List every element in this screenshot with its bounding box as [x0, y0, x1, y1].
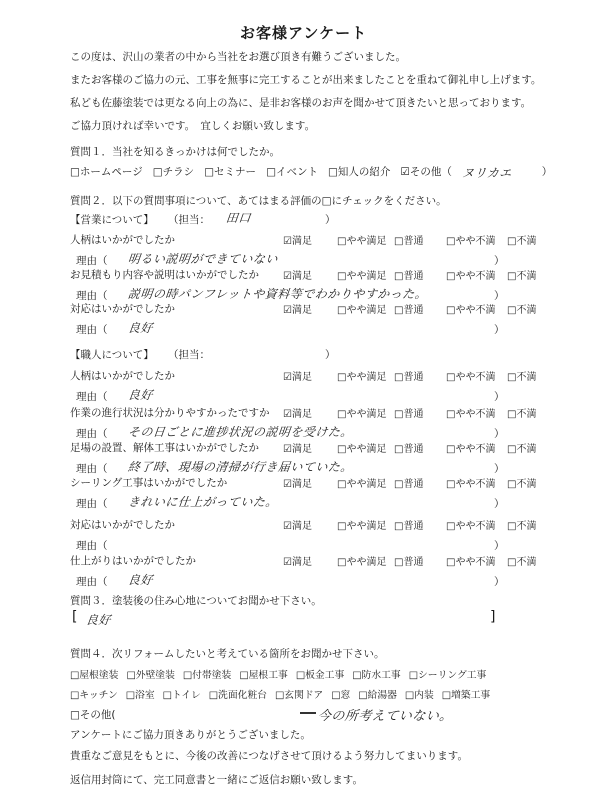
q2-reason-answer: 良好: [127, 321, 154, 335]
q2-rating-label: 不満: [516, 271, 537, 282]
q2-rating-option[interactable]: [394, 405, 423, 420]
q4-row-1: [70, 667, 486, 681]
unchecked-box-icon: □: [446, 305, 456, 316]
sales-staff-close: ）: [325, 214, 336, 226]
q2-rating-label: 満足: [291, 557, 312, 568]
q2-rating-label: 不満: [516, 479, 537, 490]
q2-rating-label: やや満足: [346, 372, 387, 383]
q2-item-question: 作業の進行状況は分かりやすかったですか: [70, 407, 270, 419]
q2-rating-option[interactable]: [283, 301, 312, 316]
q2-reason-answer: その日ごとに進捗状況の説明を受けた。: [127, 425, 354, 439]
q2-rating-label: やや不満: [455, 479, 496, 490]
q2-rating-label: 満足: [291, 236, 312, 247]
q2-item-question: 仕上がりはいかがでしたか: [70, 555, 196, 567]
q4-roof-paint[interactable]: □屋根塗装: [70, 670, 119, 681]
q2-item-question: お見積もり内容や説明はいかがでしたか: [70, 269, 259, 281]
q1-close-paren: ）: [541, 166, 553, 178]
q2-rating-label: 普通: [403, 444, 424, 455]
q2-rating-label: やや満足: [346, 557, 387, 568]
q2-rating-option[interactable]: [394, 553, 423, 568]
q2-rating-label: やや不満: [455, 557, 496, 568]
q2-reason-answer: 良好: [127, 388, 154, 402]
q2-rating-label: 普通: [403, 479, 424, 490]
checked-box-icon: ☑: [283, 236, 292, 247]
checked-box-icon: ☑: [283, 372, 292, 383]
q2-rating-label: 満足: [291, 479, 312, 490]
q2-rating-option[interactable]: [394, 267, 423, 282]
unchecked-box-icon: □: [394, 372, 404, 383]
q2-rating-option[interactable]: [337, 440, 386, 455]
q2-rating-label: やや不満: [455, 521, 496, 532]
q2-rating-label: やや不満: [455, 236, 496, 247]
unchecked-box-icon: □: [337, 236, 347, 247]
q2-rating-label: 普通: [403, 305, 424, 316]
q2-rating-option[interactable]: [446, 553, 495, 568]
q2-item-question: 人柄はいかがでしたか: [70, 234, 175, 246]
unchecked-box-icon: □: [507, 372, 517, 383]
q4-other-label[interactable]: □その他(: [70, 709, 116, 721]
q2-reason-answer: きれいに仕上がっていた。: [127, 495, 279, 509]
q2-rating-option[interactable]: [507, 553, 536, 568]
q2-question: 質問２．以下の質問事項について、あてはまる評価の□にチェックをください。: [70, 195, 447, 207]
q1-options: [70, 164, 552, 181]
q2-rating-label: 満足: [291, 444, 312, 455]
q2-reason-answer: 終了時、現場の清掃が行き届いていた。: [127, 460, 354, 474]
q2-rating-option[interactable]: [507, 368, 536, 383]
q4-sheet-metal[interactable]: □板金工事: [295, 670, 345, 681]
q4-strikeout: [300, 712, 316, 714]
q2-reason-label: 理由（: [76, 391, 108, 403]
q2-rating-label: 不満: [516, 557, 537, 568]
q2-reason-label: 理由（: [76, 290, 108, 302]
checked-box-icon: ☑: [283, 557, 292, 568]
q2-rating-label: やや不満: [455, 372, 496, 383]
q1-other-text: ヌリカエ: [461, 166, 513, 180]
unchecked-box-icon: □: [446, 372, 456, 383]
q2-rating-option[interactable]: [337, 232, 386, 247]
q2-reason-label: 理由（: [76, 428, 108, 440]
q1-option-seminar[interactable]: □セミナー: [204, 166, 257, 178]
q2-rating-label: 満足: [291, 372, 312, 383]
q4-sealing[interactable]: □シーリング工事: [408, 670, 487, 681]
unchecked-box-icon: □: [394, 444, 404, 455]
unchecked-box-icon: □: [337, 305, 347, 316]
q2-rating-label: やや満足: [346, 271, 387, 282]
q2-rating-option[interactable]: [394, 440, 423, 455]
q2-rating-label: やや不満: [455, 305, 496, 316]
sales-staff-name: 田口: [225, 211, 252, 225]
q2-rating-option[interactable]: [507, 267, 536, 282]
q2-rating-option[interactable]: [507, 405, 536, 420]
page-title: お客様アンケート: [240, 24, 368, 42]
q4-interior[interactable]: □内装: [404, 690, 434, 701]
unchecked-box-icon: □: [446, 236, 456, 247]
q1-option-flyer[interactable]: □チラシ: [152, 166, 195, 178]
q2-rating-option[interactable]: [283, 232, 312, 247]
q2-rating-label: やや満足: [346, 444, 387, 455]
q4-vanity[interactable]: □洗面化粧台: [208, 690, 268, 701]
q2-reason-close: ）: [494, 290, 505, 302]
q2-rating-label: 満足: [291, 271, 312, 282]
q2-rating-label: 不満: [516, 236, 537, 247]
q2-rating-option[interactable]: [337, 301, 386, 316]
q2-rating-option[interactable]: [446, 440, 495, 455]
q2-reason-answer: 良好: [127, 573, 154, 587]
q2-rating-option[interactable]: [446, 368, 495, 383]
q2-rating-label: 不満: [516, 305, 537, 316]
q4-wall-paint[interactable]: □外壁塗装: [126, 670, 175, 681]
q2-rating-option[interactable]: [337, 368, 386, 383]
unchecked-box-icon: □: [394, 479, 404, 490]
unchecked-box-icon: □: [507, 479, 517, 490]
q2-rating-option[interactable]: [507, 517, 536, 532]
q2-rating-option[interactable]: [394, 368, 423, 383]
closing-line-1: アンケートにご協力頂きありがとうございました。: [70, 729, 311, 741]
q4-accessory-paint[interactable]: □付帯塗装: [182, 670, 232, 681]
closing-line-2: 貴重なご意見をもとに、今後の改善につなげさせて頂けるよう努力してまいります。: [70, 750, 468, 762]
q2-reason-close: ）: [494, 498, 505, 510]
q1-question: 質問１．当社を知るきっかけは何でしたか。: [70, 146, 280, 158]
q4-question: 質問４．次リフォームしたいと考えている箇所をお聞かせ下さい。: [70, 648, 385, 660]
q3-open-bracket: [: [72, 609, 78, 625]
q4-roof-work[interactable]: □屋根工事: [239, 670, 288, 681]
q2-reason-close: ）: [494, 463, 505, 475]
q4-kitchen[interactable]: □キッチン: [70, 690, 118, 701]
q4-water-heater[interactable]: □給湯器: [358, 690, 397, 701]
q4-waterproof[interactable]: □防水工事: [352, 670, 401, 681]
unchecked-box-icon: □: [337, 479, 347, 490]
q2-rating-label: 不満: [516, 372, 537, 383]
q3-question: 質問３．塗装後の住み心地についてお聞かせ下さい。: [70, 595, 322, 607]
checked-box-icon: ☑: [283, 271, 292, 282]
q2-rating-label: 普通: [403, 521, 424, 532]
q2-rating-option[interactable]: [283, 517, 312, 532]
q3-close-bracket: ]: [490, 609, 496, 625]
q4-extension[interactable]: □増築工事: [441, 690, 491, 701]
q2-rating-option[interactable]: [446, 232, 495, 247]
q2-reason-close: ）: [494, 255, 505, 267]
unchecked-box-icon: □: [446, 557, 456, 568]
unchecked-box-icon: □: [337, 372, 347, 383]
intro-line-2: またお客様のご協力の元、工事を無事に完工することが出来ましたことを重ねて御礼申し上げます。: [70, 74, 542, 86]
q2-rating-label: 不満: [516, 521, 537, 532]
q2-rating-option[interactable]: [337, 267, 386, 282]
q2-rating-option[interactable]: [337, 553, 386, 568]
checked-box-icon: ☑: [283, 305, 292, 316]
sales-staff-label: （担当：: [168, 214, 210, 226]
q2-reason-label: 理由（: [76, 540, 108, 552]
unchecked-box-icon: □: [507, 409, 517, 420]
unchecked-box-icon: □: [507, 444, 517, 455]
q2-rating-label: やや不満: [455, 271, 496, 282]
intro-line-4: ご協力頂ければ幸いです。 宜しくお願い致します。: [70, 120, 316, 132]
unchecked-box-icon: □: [337, 444, 347, 455]
q2-rating-label: 不満: [516, 444, 537, 455]
q2-rating-option[interactable]: [283, 267, 312, 282]
q2-rating-option[interactable]: [446, 267, 495, 282]
q2-rating-label: やや満足: [346, 236, 387, 247]
checked-box-icon: ☑: [283, 521, 292, 532]
q2-item-question: 対応はいかがでしたか: [70, 519, 175, 531]
q2-rating-option[interactable]: [446, 517, 495, 532]
q2-reason-label: 理由（: [76, 324, 108, 336]
q2-reason-answer: 明るい説明ができていない: [127, 252, 279, 266]
q2-rating-option[interactable]: [507, 301, 536, 316]
q2-rating-option[interactable]: [446, 475, 495, 490]
q2-rating-label: 普通: [403, 557, 424, 568]
q2-rating-label: 満足: [291, 521, 312, 532]
unchecked-box-icon: □: [446, 521, 456, 532]
q2-rating-option[interactable]: [446, 405, 495, 420]
q2-rating-label: 普通: [403, 409, 424, 420]
q2-rating-option[interactable]: [394, 517, 423, 532]
unchecked-box-icon: □: [337, 521, 347, 532]
unchecked-box-icon: □: [394, 557, 404, 568]
q2-rating-label: やや満足: [346, 409, 387, 420]
q2-rating-label: やや不満: [455, 444, 496, 455]
q4-toilet[interactable]: □トイレ: [162, 690, 201, 701]
q1-option-homepage[interactable]: □ホームページ: [70, 166, 143, 178]
q4-other-answer: 今の所考えていない。: [317, 709, 454, 724]
q2-rating-option[interactable]: [507, 440, 536, 455]
checked-box-icon: ☑: [283, 479, 292, 490]
unchecked-box-icon: □: [394, 409, 404, 420]
craft-staff-label: （担当：: [168, 349, 210, 361]
q2-rating-option[interactable]: [337, 517, 386, 532]
q2-rating-option[interactable]: [283, 405, 312, 420]
unchecked-box-icon: □: [337, 271, 347, 282]
unchecked-box-icon: □: [337, 557, 347, 568]
unchecked-box-icon: □: [446, 409, 456, 420]
unchecked-box-icon: □: [507, 305, 517, 316]
intro-line-1: この度は、沢山の業者の中から当社をお選び頂き有難うございました。: [70, 51, 406, 63]
q4-row-2: [70, 687, 490, 701]
q2-rating-option[interactable]: [283, 475, 312, 490]
q2-item-question: 対応はいかがでしたか: [70, 303, 175, 315]
q2-reason-close: ）: [494, 428, 505, 440]
q2-rating-option[interactable]: [446, 301, 495, 316]
sales-header: 【営業について】: [70, 214, 154, 226]
q2-rating-option[interactable]: [394, 232, 423, 247]
q4-bathroom[interactable]: □浴室: [125, 690, 155, 701]
q2-reason-close: ）: [494, 324, 505, 336]
unchecked-box-icon: □: [446, 444, 456, 455]
q2-rating-option[interactable]: [283, 368, 312, 383]
q2-rating-label: 普通: [403, 236, 424, 247]
q2-rating-option[interactable]: [507, 475, 536, 490]
intro-line-3: 私ども佐藤塗装では更なる向上の為に、是非お客様のお声を聞かせて頂きたいと思っております。: [70, 97, 532, 109]
q2-reason-answer: 説明の時パンフレットや資料等でわかりやすかった。: [127, 287, 429, 301]
unchecked-box-icon: □: [394, 305, 404, 316]
q2-reason-label: 理由（: [76, 255, 108, 267]
q2-rating-option[interactable]: [507, 232, 536, 247]
q2-reason-label: 理由（: [76, 576, 108, 588]
q2-reason-close: ）: [494, 576, 505, 588]
q2-reason-close: ）: [494, 391, 505, 403]
q2-item-question: シーリング工事はいかがでしたか: [70, 477, 228, 489]
q1-option-event[interactable]: □イベント: [266, 166, 318, 178]
q2-reason-label: 理由（: [76, 463, 108, 475]
q2-rating-label: やや満足: [346, 521, 387, 532]
q2-item-question: 足場の設置、解体工事はいかがでしたか: [70, 442, 259, 454]
closing-line-3: 返信用封筒にて、完工同意書と一緒にご返信お願い致します。: [70, 774, 363, 786]
q2-rating-option[interactable]: [337, 405, 386, 420]
unchecked-box-icon: □: [446, 479, 456, 490]
q2-reason-label: 理由（: [76, 498, 108, 510]
q2-rating-label: 普通: [403, 372, 424, 383]
q2-rating-option[interactable]: [337, 475, 386, 490]
q2-rating-label: やや満足: [346, 305, 387, 316]
q4-entrance-door[interactable]: □玄関ドア: [275, 690, 324, 701]
q2-rating-label: 満足: [291, 409, 312, 420]
unchecked-box-icon: □: [507, 236, 517, 247]
q2-rating-label: やや満足: [346, 479, 387, 490]
unchecked-box-icon: □: [507, 557, 517, 568]
q4-window[interactable]: □窓: [331, 690, 351, 701]
q2-reason-close: ）: [494, 540, 505, 552]
q1-option-referral[interactable]: □知人の紹介: [327, 166, 391, 178]
q2-rating-label: 普通: [403, 271, 424, 282]
unchecked-box-icon: □: [337, 409, 347, 420]
checked-box-icon: ☑: [283, 409, 292, 420]
craft-staff-close: ）: [325, 349, 336, 361]
q2-rating-option[interactable]: [283, 440, 312, 455]
unchecked-box-icon: □: [507, 271, 517, 282]
q3-answer: 良好: [85, 613, 112, 627]
q2-rating-label: 満足: [291, 305, 312, 316]
unchecked-box-icon: □: [507, 521, 517, 532]
q2-rating-option[interactable]: [283, 553, 312, 568]
q2-rating-label: 不満: [516, 409, 537, 420]
checked-box-icon: ☑: [283, 444, 292, 455]
q2-rating-option[interactable]: [394, 301, 423, 316]
q1-option-other[interactable]: ☑その他（: [400, 166, 452, 178]
q2-rating-label: やや不満: [455, 409, 496, 420]
unchecked-box-icon: □: [394, 236, 404, 247]
unchecked-box-icon: □: [394, 521, 404, 532]
q2-rating-option[interactable]: [394, 475, 423, 490]
unchecked-box-icon: □: [394, 271, 404, 282]
unchecked-box-icon: □: [446, 271, 456, 282]
craft-header: 【職人について】: [70, 349, 154, 361]
q2-item-question: 人柄はいかがでしたか: [70, 370, 175, 382]
